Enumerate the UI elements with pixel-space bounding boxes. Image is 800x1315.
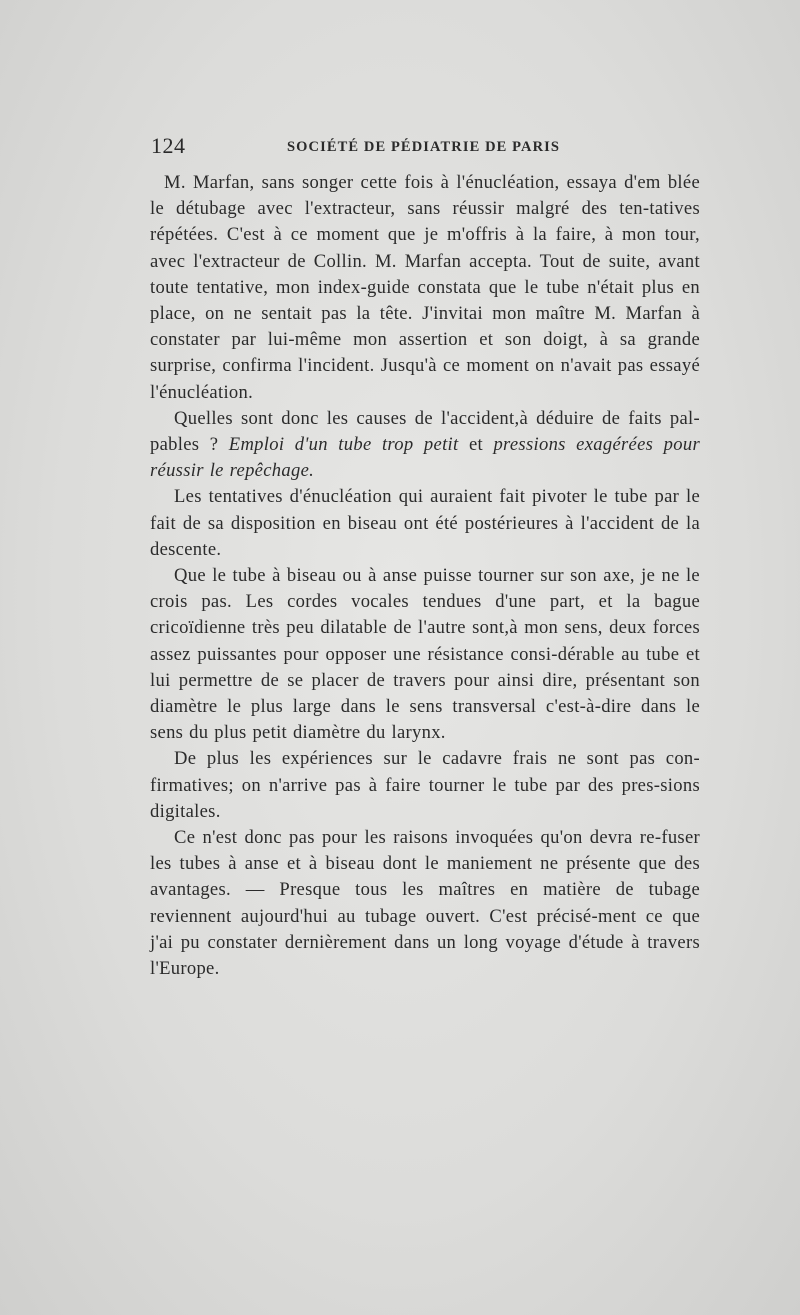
running-head: SOCIÉTÉ DE PÉDIATRIE DE PARIS xyxy=(287,139,561,155)
page-number: 124 xyxy=(151,133,186,158)
paragraph-3: Les tentatives d'énucléation qui auraient fait pivoter le tube par le fait de sa disposition en biseau ont été postérieures à l'accident de la descente. xyxy=(150,486,700,560)
body-text xyxy=(150,170,700,982)
paragraph-2 xyxy=(150,406,700,485)
paragraph-2-italic-b: pressions exagérées pour réussir le repêchage. xyxy=(150,434,700,482)
paragraph-2-text-a: Quelles sont donc les causes de l'accident,à déduire de faits pal-pables ? xyxy=(150,407,700,456)
paragraph-5: De plus les expériences sur le cadavre frais ne sont pas con-firmatives; on n'arrive pas à faire tourner le tube par des pres-sions digitales. xyxy=(150,748,700,822)
paragraph-2-italic-a: Emploi d'un tube trop petit xyxy=(228,434,459,456)
paragraph-6: Ce n'est donc pas pour les raisons invoquées qu'on devra re-fuser les tubes à anse et à biseau dont le maniement ne présente que des avantages. — Presque tous les maîtres en matière de tubage reviennent aujourd'hui au tubage ouvert. C'est précisé-ment ce que j'ai pu constater dernièrement dans un long voyage d'étude à travers l'Europe. xyxy=(150,827,700,980)
paragraph-1: M. Marfan, sans songer cette fois à l'énucléation, essaya d'em blée le détubage avec l'extracteur, sans réussir malgré des ten-tatives répétées. C'est à ce moment que je m'offris à la faire, à mon tour, avec l'extracteur de Collin. M. Marfan accepta. Tout de suite, avant toute tentative, mon index-guide constata que le tube n'était plus en place, on ne sentait pas la tête. J'invitai mon maître M. Marfan à constater par lui-même mon assertion et son doigt, à sa grande surprise, confirma l'incident. Jusqu'à ce moment on n'avait pas essayé l'énucléation. xyxy=(150,172,700,403)
page-header xyxy=(151,133,699,163)
paragraph-2-text-b: et xyxy=(458,434,494,456)
paragraph-4: Que le tube à biseau ou à anse puisse tourner sur son axe, je ne le crois pas. Les cordes vocales tendues d'une part, et la bague cricoïdienne très peu dilatable de l'autre sont,à mon sens, deux forces assez puissantes pour opposer une résistance consi-dérable au tube et lui permettre de se placer de travers pour ainsi dire, présentant son diamètre le plus large dans le sens transversal c'est-à-dire dans le sens du plus petit diamètre du larynx. xyxy=(150,565,700,744)
